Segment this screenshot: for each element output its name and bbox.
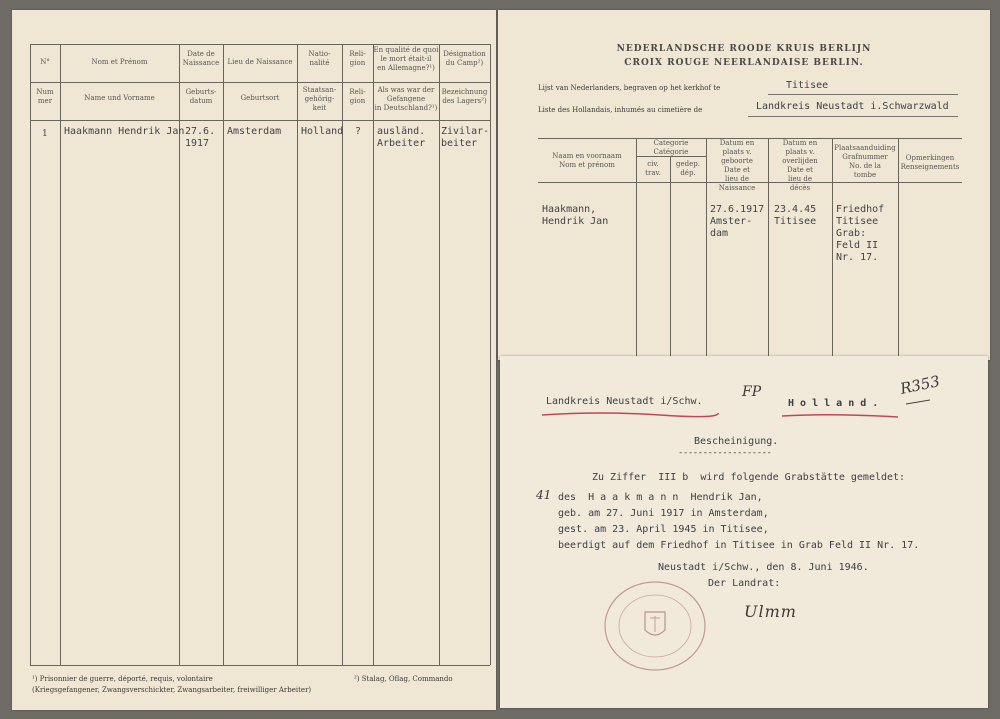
- certificate-title: Bescheinigung.: [694, 436, 779, 447]
- header-name: Naam en voornaam Nom et prénom: [552, 152, 622, 169]
- certificate-sheet: [500, 356, 988, 708]
- header-category-civ: civ. trav.: [645, 160, 661, 177]
- header-birth: Datum en plaats v. geboorte Date et lieu de Naissance: [718, 139, 756, 192]
- red-underline-district: [540, 410, 720, 418]
- row-role: ausländ. Arbeiter: [377, 126, 426, 149]
- certificate-line-2: geb. am 27. Juni 1917 in Amsterdam,: [558, 508, 769, 519]
- footnote-1-line-1: ¹) Prisonnier de guerre, déporté, requis, volontaire: [32, 675, 213, 683]
- official-stamp: [600, 578, 710, 674]
- right-form-sheet: [498, 10, 990, 360]
- row-camp: Zivilar- beiter: [441, 126, 490, 149]
- header-remarks: Opmerkingen Renseignements: [900, 154, 960, 171]
- list-label-french: Liste des Hollandais, inhumés au cimetière de: [538, 106, 703, 114]
- certificate-country: H o l l a n d .: [788, 398, 879, 409]
- row-name: Haakmann Hendrik Jan: [64, 126, 185, 137]
- title-underline: -------------------: [678, 448, 772, 458]
- row-death: 23.4.45 Titisee: [774, 204, 817, 227]
- header-birthdate-de: Geburts- datum: [185, 88, 217, 105]
- header-name-fr: Nom et Prénom: [91, 58, 148, 66]
- row-grave: Friedhof Titisee Grab: Feld II Nr. 17.: [836, 204, 885, 263]
- header-camp-de: Bezeichnung des Lagers²): [441, 88, 488, 105]
- reference-tick: [904, 398, 934, 408]
- left-form-sheet: [12, 10, 496, 710]
- certificate-intro: Zu Ziffer III b wird folgende Grabstätte gemeldet:: [592, 472, 906, 483]
- row-nationality: Holland: [301, 126, 344, 137]
- certificate-signatory: Der Landrat:: [708, 578, 781, 589]
- footnote-1-line-2: (Kriegsgefangener, Zwangsverschickter, Zwangsarbeiter, freiwilliger Arbeiter): [32, 686, 312, 694]
- header-category-dep: gedep. dép.: [676, 160, 700, 177]
- row-birth-date: 27.6. 1917: [185, 126, 216, 149]
- row-religion: ?: [355, 126, 362, 137]
- header-birthdate-fr: Date de Naissance: [182, 50, 220, 67]
- header-birthplace-fr: Lieu de Naissance: [227, 58, 293, 66]
- header-religion-fr: Reli- gion: [349, 50, 366, 67]
- list-value-cemetery: Titisee: [786, 80, 829, 91]
- header-grave: Plaatsaanduiding Grafnummer No. de la tombe: [834, 144, 896, 179]
- row-number: 1: [42, 129, 48, 139]
- row-name: Haakmann, Hendrik Jan: [542, 204, 609, 227]
- list-label-dutch: Lijst van Nederlanders, begraven op het kerkhof te: [538, 84, 721, 92]
- header-name-de: Name und Vorname: [84, 94, 155, 102]
- footnote-2: ²) Stalag, Oflag, Commando: [354, 675, 453, 683]
- list-value-district: Landkreis Neustadt i.Schwarzwald: [756, 101, 949, 112]
- form-title-french: CROIX ROUGE NEERLANDAISE BERLIN.: [624, 58, 864, 68]
- row-birth-place: Amsterdam: [227, 126, 282, 137]
- certificate-district: Landkreis Neustadt i/Schw.: [546, 396, 703, 407]
- certificate-line-4: beerdigt auf dem Friedhof in Titisee in Grab Feld II Nr. 17.: [558, 540, 920, 551]
- handwritten-mark: FP: [742, 384, 762, 400]
- header-religion-de: Reli- gion: [349, 88, 366, 105]
- red-underline-country: [780, 412, 900, 420]
- header-role-de: Als was war der Gefangene in Deutschland?¹): [374, 86, 438, 112]
- header-role-fr: En qualité de quoi le mort était-il en Allemagne?¹): [373, 46, 439, 72]
- row-birth: 27.6.1917 Amster- dam: [710, 204, 765, 239]
- certificate-line-3: gest. am 23. April 1945 in Titisee,: [558, 524, 769, 535]
- header-nationality-de: Staatsan- gehörig- keit: [302, 86, 337, 112]
- header-number-fr: N°: [40, 58, 50, 66]
- certificate-place-date: Neustadt i/Schw., den 8. Juni 1946.: [658, 562, 869, 573]
- header-number-de: Num mer: [36, 88, 54, 105]
- margin-number: 41: [536, 488, 552, 502]
- handwritten-reference: R353: [898, 372, 942, 398]
- header-death: Datum en plaats v. overlijden Date et lieu de décès: [782, 139, 818, 192]
- form-title-dutch: NEDERLANDSCHE ROODE KRUIS BERLIJN: [616, 44, 872, 54]
- header-category: Categorie Catégorie: [653, 139, 689, 156]
- header-birthplace-de: Geburtsort: [240, 94, 280, 102]
- signature: Ulmm: [744, 602, 797, 621]
- header-camp-fr: Désignation du Camp²): [443, 50, 486, 67]
- header-nationality-fr: Natio- nalité: [308, 50, 331, 67]
- certificate-line-1: des H a a k m a n n Hendrik Jan,: [558, 492, 763, 503]
